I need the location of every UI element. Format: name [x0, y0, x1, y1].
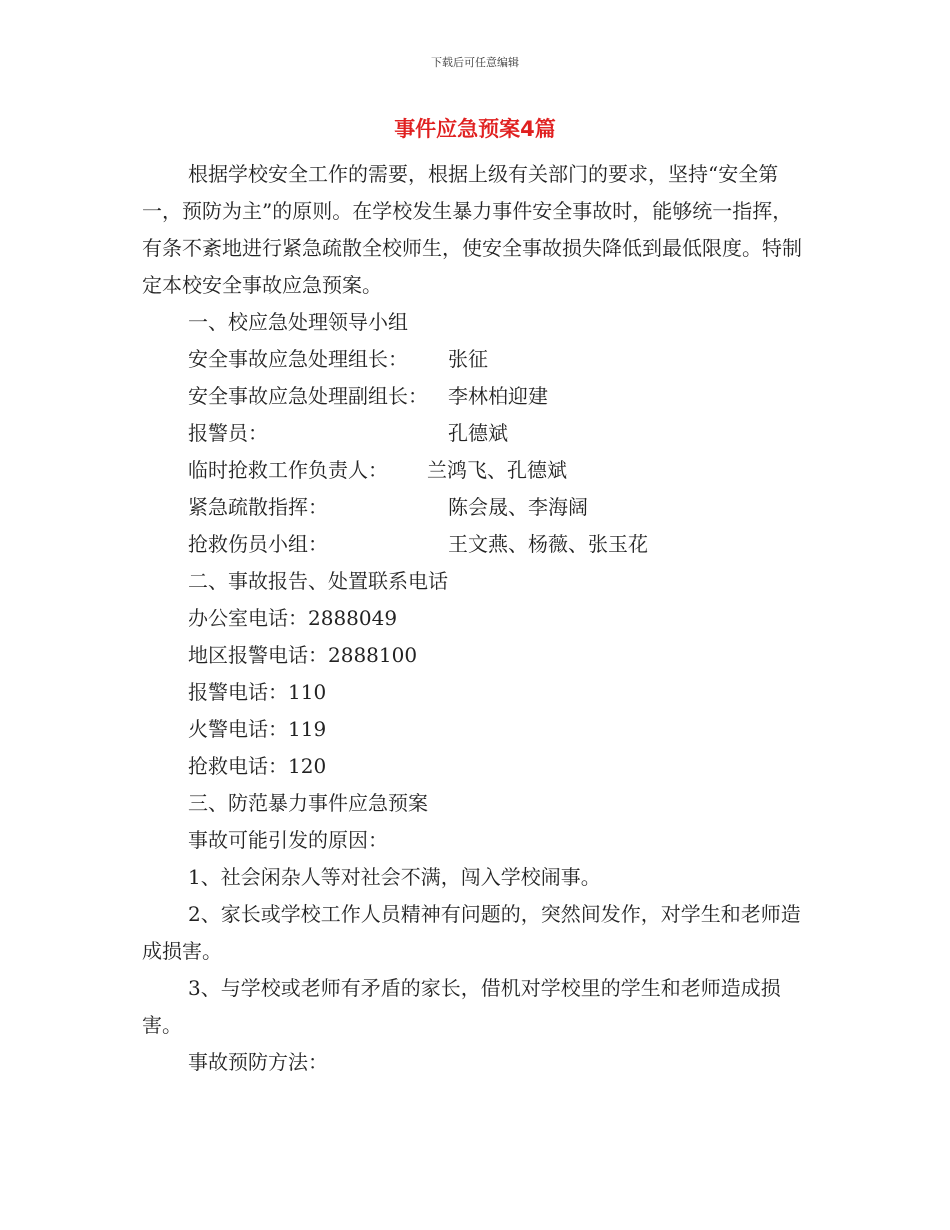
phone-ambulance: 抢救电话：120 — [188, 754, 327, 778]
section3-heading: 三、防范暴力事件应急预案 — [188, 791, 428, 815]
role-value: 张征 — [448, 347, 488, 371]
phone-fire: 火警电话：119 — [188, 717, 327, 741]
causes-heading: 事故可能引发的原因： — [188, 828, 388, 852]
phone-office: 办公室电话：2888049 — [188, 606, 398, 630]
role-row-alarm — [142, 415, 810, 452]
document-title: 事件应急预案4篇 — [394, 117, 556, 141]
role-label: 安全事故应急处理组长： — [188, 347, 408, 371]
phone-area-police: 地区报警电话：2888100 — [188, 643, 418, 667]
section1-heading: 一、校应急处理领导小组 — [188, 310, 408, 334]
role-value: 王文燕、杨薇、张玉花 — [448, 532, 648, 556]
role-row-deputy — [142, 378, 810, 415]
role-row-leader — [142, 341, 810, 378]
role-label: 抢救伤员小组： — [188, 532, 328, 556]
role-label: 紧急疏散指挥： — [188, 495, 328, 519]
role-row-rescue-team — [142, 526, 810, 563]
role-label: 临时抢救工作负责人： — [188, 458, 388, 482]
role-value: 李林柏迎建 — [448, 384, 548, 408]
document-body — [142, 156, 810, 1081]
role-value: 陈会晟、李海阔 — [448, 495, 588, 519]
prevention-heading: 事故预防方法： — [188, 1050, 328, 1074]
section2-heading: 二、事故报告、处置联系电话 — [188, 569, 448, 593]
role-row-evacuation — [142, 489, 810, 526]
header-note: 下载后可任意编辑 — [431, 56, 519, 69]
intro-paragraph: 根据学校安全工作的需要，根据上级有关部门的要求，坚持“安全第一，预防为主”的原则。在学校发生暴力事件安全事故时，能够统一指挥，有条不紊地进行紧急疏散全校师生，使安全事故损失降低到最低限度。特制定本校安全事故应急预案。 — [142, 162, 802, 297]
phone-police: 报警电话：110 — [188, 680, 327, 704]
role-label: 安全事故应急处理副组长： — [188, 384, 428, 408]
cause-item: 2、家长或学校工作人员精神有问题的，突然间发作，对学生和老师造成损害。 — [142, 902, 801, 963]
role-value: 孔德斌 — [448, 421, 508, 445]
role-label: 报警员： — [188, 421, 268, 445]
cause-item: 3、与学校或老师有矛盾的家长，借机对学校里的学生和老师造成损害。 — [142, 976, 781, 1037]
cause-item: 1、社会闲杂人等对社会不满，闯入学校闹事。 — [188, 865, 601, 889]
role-row-rescue-lead — [142, 452, 810, 489]
role-value: 兰鸿飞、孔德斌 — [427, 458, 567, 482]
